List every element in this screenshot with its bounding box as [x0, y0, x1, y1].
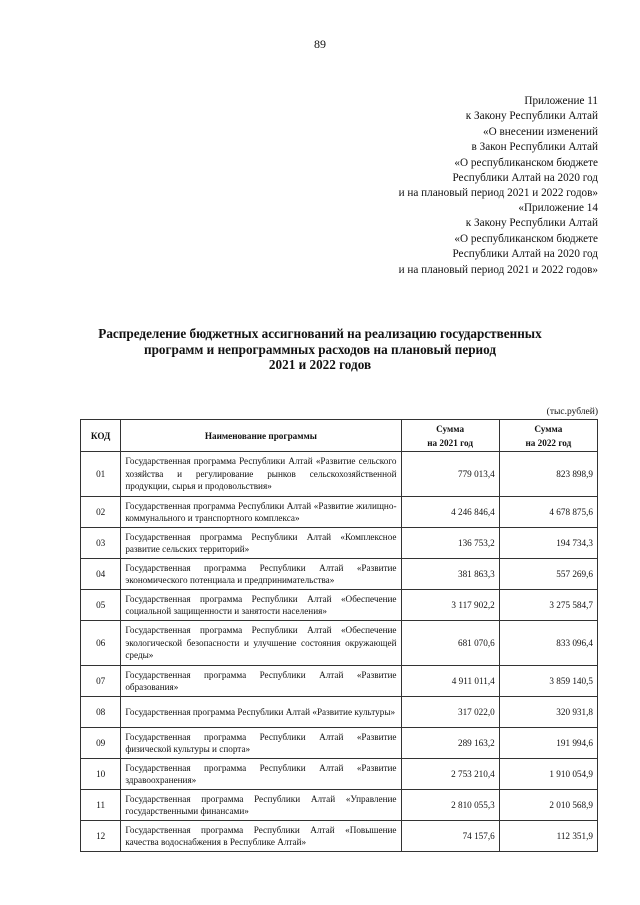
row-code: 06 — [81, 621, 121, 666]
table-row — [81, 759, 598, 790]
row-code: 05 — [81, 590, 121, 621]
row-sum-2022: 833 096,4 — [499, 621, 597, 666]
header-sum-2022-line2: на 2022 год — [525, 437, 572, 448]
appendix-line: к Закону Республики Алтай — [465, 110, 598, 123]
row-sum-2021: 317 022,0 — [401, 697, 499, 728]
header-sum-2022-line1: Сумма — [534, 423, 563, 434]
row-code: 08 — [81, 697, 121, 728]
budget-table — [80, 419, 598, 852]
table-row — [81, 590, 598, 621]
appendix-line: «О внесении изменений — [482, 125, 598, 138]
row-sum-2021: 4 246 846,4 — [401, 497, 499, 528]
row-sum-2022: 557 269,6 — [499, 559, 597, 590]
row-code: 12 — [81, 821, 121, 852]
row-sum-2022: 191 994,6 — [499, 728, 597, 759]
row-sum-2021: 381 863,3 — [401, 559, 499, 590]
table-row — [81, 528, 598, 559]
header-sum-2021 — [401, 420, 499, 452]
header-sum-2021-line1: Сумма — [436, 423, 465, 434]
header-name: Наименование программы — [121, 420, 401, 452]
document-title — [60, 326, 580, 373]
row-code: 11 — [81, 790, 121, 821]
appendix-line: «О республиканском бюджете — [454, 232, 598, 245]
row-name: Государственная программа Республики Алтай «Обеспечение экологической безопасности и улучшение состояния окружающей среды» — [121, 621, 401, 666]
table-header-row — [81, 420, 598, 452]
row-sum-2022: 2 010 568,9 — [499, 790, 597, 821]
header-sum-2021-line2: на 2021 год — [427, 437, 474, 448]
appendix-line: Республики Алтай на 2020 год — [452, 248, 598, 261]
row-code: 03 — [81, 528, 121, 559]
title-line: 2021 и 2022 годов — [268, 357, 372, 372]
appendix-line: и на плановый период 2021 и 2022 годов» — [398, 263, 598, 276]
row-name: Государственная программа Республики Алтай «Развитие жилищно-коммунального и транспортного комплекса» — [121, 497, 401, 528]
table-row — [81, 666, 598, 697]
row-code: 01 — [81, 452, 121, 497]
row-sum-2021: 289 163,2 — [401, 728, 499, 759]
row-code: 09 — [81, 728, 121, 759]
row-sum-2021: 4 911 011,4 — [401, 666, 499, 697]
appendix-header-original — [399, 201, 598, 278]
title-line: Распределение бюджетных ассигнований на реализацию государственных — [98, 326, 542, 341]
row-name: Государственная программа Республики Алтай «Комплексное развитие сельских территорий» — [121, 528, 401, 559]
row-sum-2022: 823 898,9 — [499, 452, 597, 497]
table-row — [81, 559, 598, 590]
units-label: (тыс.рублей) — [546, 407, 598, 417]
appendix-line: Республики Алтай на 2020 год — [452, 172, 598, 185]
row-sum-2021: 2 810 055,3 — [401, 790, 499, 821]
row-name: Государственная программа Республики Алтай «Развитие экономического потенциала и предпринимательства» — [121, 559, 401, 590]
title-line: программ и непрограммных расходов на плановый период — [143, 341, 497, 357]
row-name: Государственная программа Республики Алтай «Развитие культуры» — [121, 697, 401, 728]
row-sum-2021: 136 753,2 — [401, 528, 499, 559]
row-code: 07 — [81, 666, 121, 697]
appendix-line: к Закону Республики Алтай — [465, 217, 598, 230]
appendix-header-current — [399, 94, 598, 202]
row-name: Государственная программа Республики Алтай «Развитие здравоохранения» — [121, 759, 401, 790]
row-sum-2022: 320 931,8 — [499, 697, 597, 728]
row-name: Государственная программа Республики Алтай «Развитие сельского хозяйства и регулирование рынков сельскохозяйственной продукции, сырья и продовольствия» — [121, 452, 401, 497]
appendix-line: Приложение 11 — [524, 95, 598, 107]
row-sum-2022: 194 734,3 — [499, 528, 597, 559]
row-name: Государственная программа Республики Алтай «Развитие образования» — [121, 666, 401, 697]
table-row — [81, 728, 598, 759]
row-name: Государственная программа Республики Алтай «Развитие физической культуры и спорта» — [121, 728, 401, 759]
table-row — [81, 697, 598, 728]
row-sum-2021: 779 013,4 — [401, 452, 499, 497]
row-name: Государственная программа Республики Алтай «Обеспечение социальной защищенности и занятости населения» — [121, 590, 401, 621]
header-sum-2022 — [499, 420, 597, 452]
table-row — [81, 452, 598, 497]
table-row — [81, 821, 598, 852]
row-code: 04 — [81, 559, 121, 590]
row-sum-2021: 2 753 210,4 — [401, 759, 499, 790]
row-sum-2022: 4 678 875,6 — [499, 497, 597, 528]
row-code: 10 — [81, 759, 121, 790]
table-row — [81, 497, 598, 528]
row-sum-2021: 74 157,6 — [401, 821, 499, 852]
row-sum-2022: 3 859 140,5 — [499, 666, 597, 697]
row-sum-2021: 3 117 902,2 — [401, 590, 499, 621]
appendix-line: «О республиканском бюджете — [454, 156, 598, 169]
page-number: 89 — [314, 37, 326, 51]
appendix-line: и на плановый период 2021 и 2022 годов» — [398, 187, 598, 200]
table-row — [81, 621, 598, 666]
row-sum-2022: 1 910 054,9 — [499, 759, 597, 790]
appendix-line: в Закон Республики Алтай — [471, 141, 598, 154]
row-sum-2022: 112 351,9 — [499, 821, 597, 852]
row-code: 02 — [81, 497, 121, 528]
row-name: Государственная программа Республики Алтай «Повышение качества водоснабжения в Республике Алтай» — [121, 821, 401, 852]
row-sum-2021: 681 070,6 — [401, 621, 499, 666]
row-sum-2022: 3 275 584,7 — [499, 590, 597, 621]
header-code: КОД — [81, 420, 121, 452]
row-name: Государственная программа Республики Алтай «Управление государственными финансами» — [121, 790, 401, 821]
table-row — [81, 790, 598, 821]
appendix-line: «Приложение 14 — [518, 202, 598, 214]
